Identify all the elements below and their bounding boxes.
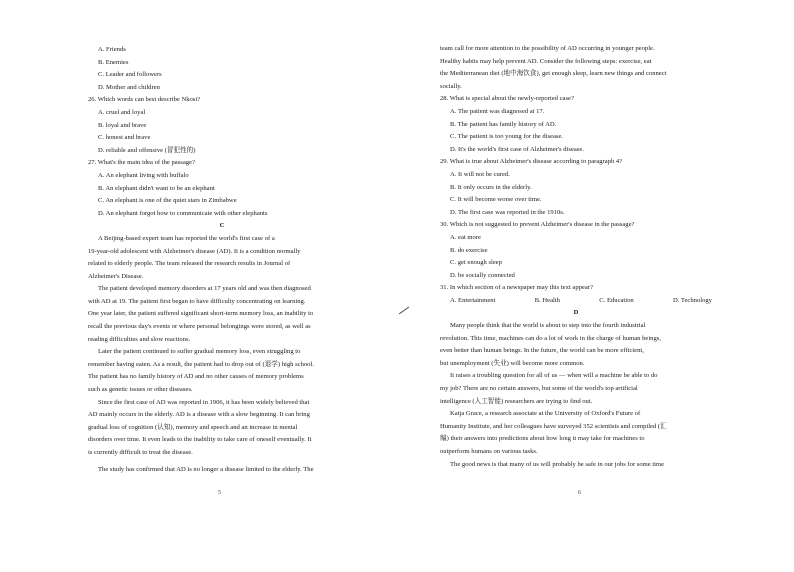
section-c-heading: C	[219, 222, 225, 230]
text-line: remember having eaten. As a result, the patient had to drop out of (退学) high school.	[88, 360, 314, 368]
text-line: A Beijing-based expert team has reported the world's first case of a	[98, 234, 275, 242]
q25-option-b: B. Enemies	[98, 58, 129, 66]
q26-option-a: A. cruel and loyal	[98, 108, 146, 116]
text-line: 编) their answers into predictions about how long it may take for machines to	[440, 435, 645, 443]
q29-option-c: C. It will become worse over time.	[450, 196, 542, 204]
text-line: is currently difficult to treat the disease.	[88, 449, 193, 456]
text-line: team call for more attention to the possibility of AD occurring in younger people.	[440, 45, 655, 52]
q27-option-c: C. An elephant is one of the quiet stars in Zimbabwe	[98, 197, 237, 205]
q28-option-c: C. The patient is too young for the disease.	[450, 133, 564, 141]
text-line: Healthy habits may help prevent AD. Consider the following steps: exercise, eat	[440, 57, 652, 65]
q27-option-b: B. An elephant didn't want to be an elephant	[98, 184, 215, 192]
left-page	[88, 44, 356, 572]
text-line: outperform humans on various tasks.	[440, 448, 538, 455]
passage-d-paragraph-1	[440, 320, 712, 370]
q27-option-a: A. An elephant living with buffalo	[98, 171, 189, 179]
text-line: The patient has no family history of AD and no other causes of memory problems	[88, 373, 304, 381]
text-line: 19-year-old adolescent with Alzheimer's disease (AD). It is a condition normally	[88, 247, 301, 255]
text-line: reading difficulties and slow reactions.	[88, 335, 191, 343]
question-28: 28. What is special about the newly-reported case?	[440, 95, 574, 103]
q31-option-b: B. Health	[534, 296, 560, 304]
text-line: with AD at 19. The patient first began to have difficulty concentrating on learning.	[88, 297, 306, 305]
text-line: my job? There are no certain answers, but some of the world's top artificial	[440, 385, 638, 393]
stray-pen-mark	[399, 307, 409, 315]
text-line: but unemployment (失业) will become more common.	[440, 359, 585, 367]
passage-d-paragraph-4	[440, 459, 712, 472]
passage-c-paragraph-4	[88, 397, 356, 460]
q26-option-b: B. loyal and brave	[98, 121, 147, 129]
text-line: Alzheimer's Disease.	[88, 272, 144, 280]
passage-c-continuation	[440, 43, 712, 93]
question-31: 31. In which section of a newspaper may this text appear?	[440, 284, 593, 292]
q29-option-b: B. It only occurs in the elderly.	[450, 183, 532, 191]
passage-c-paragraph-2	[88, 283, 356, 346]
passage-d-paragraph-3	[440, 408, 712, 458]
text-line: such as genetic issues or other diseases.	[88, 386, 193, 394]
q30-option-b: B. do exercise	[450, 246, 488, 254]
passage-d-paragraph-2	[440, 370, 712, 408]
q30-option-a: A. eat more	[450, 233, 481, 241]
q30-option-d: D. be socially connected	[450, 271, 515, 279]
text-line: intelligence (人工智能) researchers are trying to find out.	[440, 397, 593, 405]
q25-option-d: D. Mother and children	[98, 83, 160, 91]
text-line: socially.	[440, 82, 462, 90]
text-line: related to elderly people. The team released the research results in Journal of	[88, 260, 291, 268]
text-line: revolution. This time, machines can do a lot of work in the charge of human beings,	[440, 334, 661, 342]
question-26: 26. Which words can best describe Nkosi?	[88, 96, 201, 104]
question-27: 27. What's the main idea of the passage?	[88, 159, 195, 167]
text-line: even better than human beings. In the future, the world can be more efficient,	[440, 347, 644, 355]
passage-c-paragraph-5	[88, 464, 356, 477]
text-line: The study has confirmed that AD is no longer a disease limited to the elderly. The	[98, 465, 314, 473]
q25-option-c: C. Leader and followers	[98, 71, 162, 79]
text-line: Humanity Institute, and her colleagues have surveyed 352 scientists and compiled (汇	[440, 422, 667, 430]
passage-c-paragraph-1	[88, 233, 356, 283]
text-line: the Mediterranean diet (地中海饮食), get enough sleep, learn new things and connect	[440, 70, 667, 78]
q28-option-a: A. The patient was diagnosed at 17.	[450, 107, 545, 115]
q31-option-a: A. Entertainment	[450, 296, 496, 304]
text-line: recall the previous day's events or where personal belongings were stored, as well as	[88, 323, 311, 331]
text-line: Katja Grace, a research associate at the University of Oxford's Future of	[450, 410, 641, 418]
text-line: It raises a troubling question for all of us — when will a machine be able to do	[450, 372, 658, 380]
section-d-heading: D	[573, 309, 579, 317]
q29-option-a: A. It will not be cured.	[450, 170, 510, 178]
text-line: Since the first case of AD was reported in 1906, it has been widely believed that	[98, 398, 310, 406]
text-line: The good news is that many of us will probably be safe in our jobs for some time	[450, 460, 665, 468]
q27-option-d: D. An elephant forgot how to communicate with other elephants	[98, 209, 268, 217]
q29-option-d: D. The first case was reported in the 1910s.	[450, 208, 565, 216]
right-page	[440, 43, 712, 571]
question-29: 29. What is true about Alzheimer's disease according to paragraph 4?	[440, 158, 623, 166]
q26-option-d: D. reliable and offensive (冒犯性的)	[98, 146, 196, 154]
q25-option-a: A. Friends	[98, 46, 126, 53]
q30-option-c: C. get enough sleep	[450, 259, 503, 267]
text-line: gradual loss of cognition (认知), memory and speech and an increase in mental	[88, 423, 298, 431]
text-line: One year later, the patient suffered significant short-term memory loss, an inability to	[88, 310, 314, 318]
passage-c-paragraph-3	[88, 346, 356, 396]
text-line: AD mainly occurs in the elderly. AD is a disease with a slow beginning. It can bring	[88, 411, 310, 419]
q31-options	[440, 295, 712, 308]
q28-option-d: D. It's the world's first case of Alzheimer's disease.	[450, 145, 584, 153]
question-30: 30. Which is not suggested to prevent Alzheimer's disease in the passage?	[440, 221, 635, 229]
right-page-number: 6	[578, 490, 581, 496]
q31-option-d: D. Technology	[672, 296, 712, 304]
left-page-number: 5	[218, 490, 221, 496]
q28-option-b: B. The patient has family history of AD.	[450, 120, 557, 128]
q31-option-c: C. Education	[599, 296, 634, 304]
q26-option-c: C. honest and brave	[98, 134, 151, 142]
text-line: disorders over time. It even leads to the inability to take care of oneself eventually. It	[88, 436, 312, 444]
text-line: Later the patient continued to suffer gradual memory loss, even struggling to	[98, 348, 301, 356]
text-line: Many people think that the world is about to step into the fourth industrial	[450, 322, 646, 330]
text-line: The patient developed memory disorders at 17 years old and was then diagnosed	[98, 285, 311, 293]
